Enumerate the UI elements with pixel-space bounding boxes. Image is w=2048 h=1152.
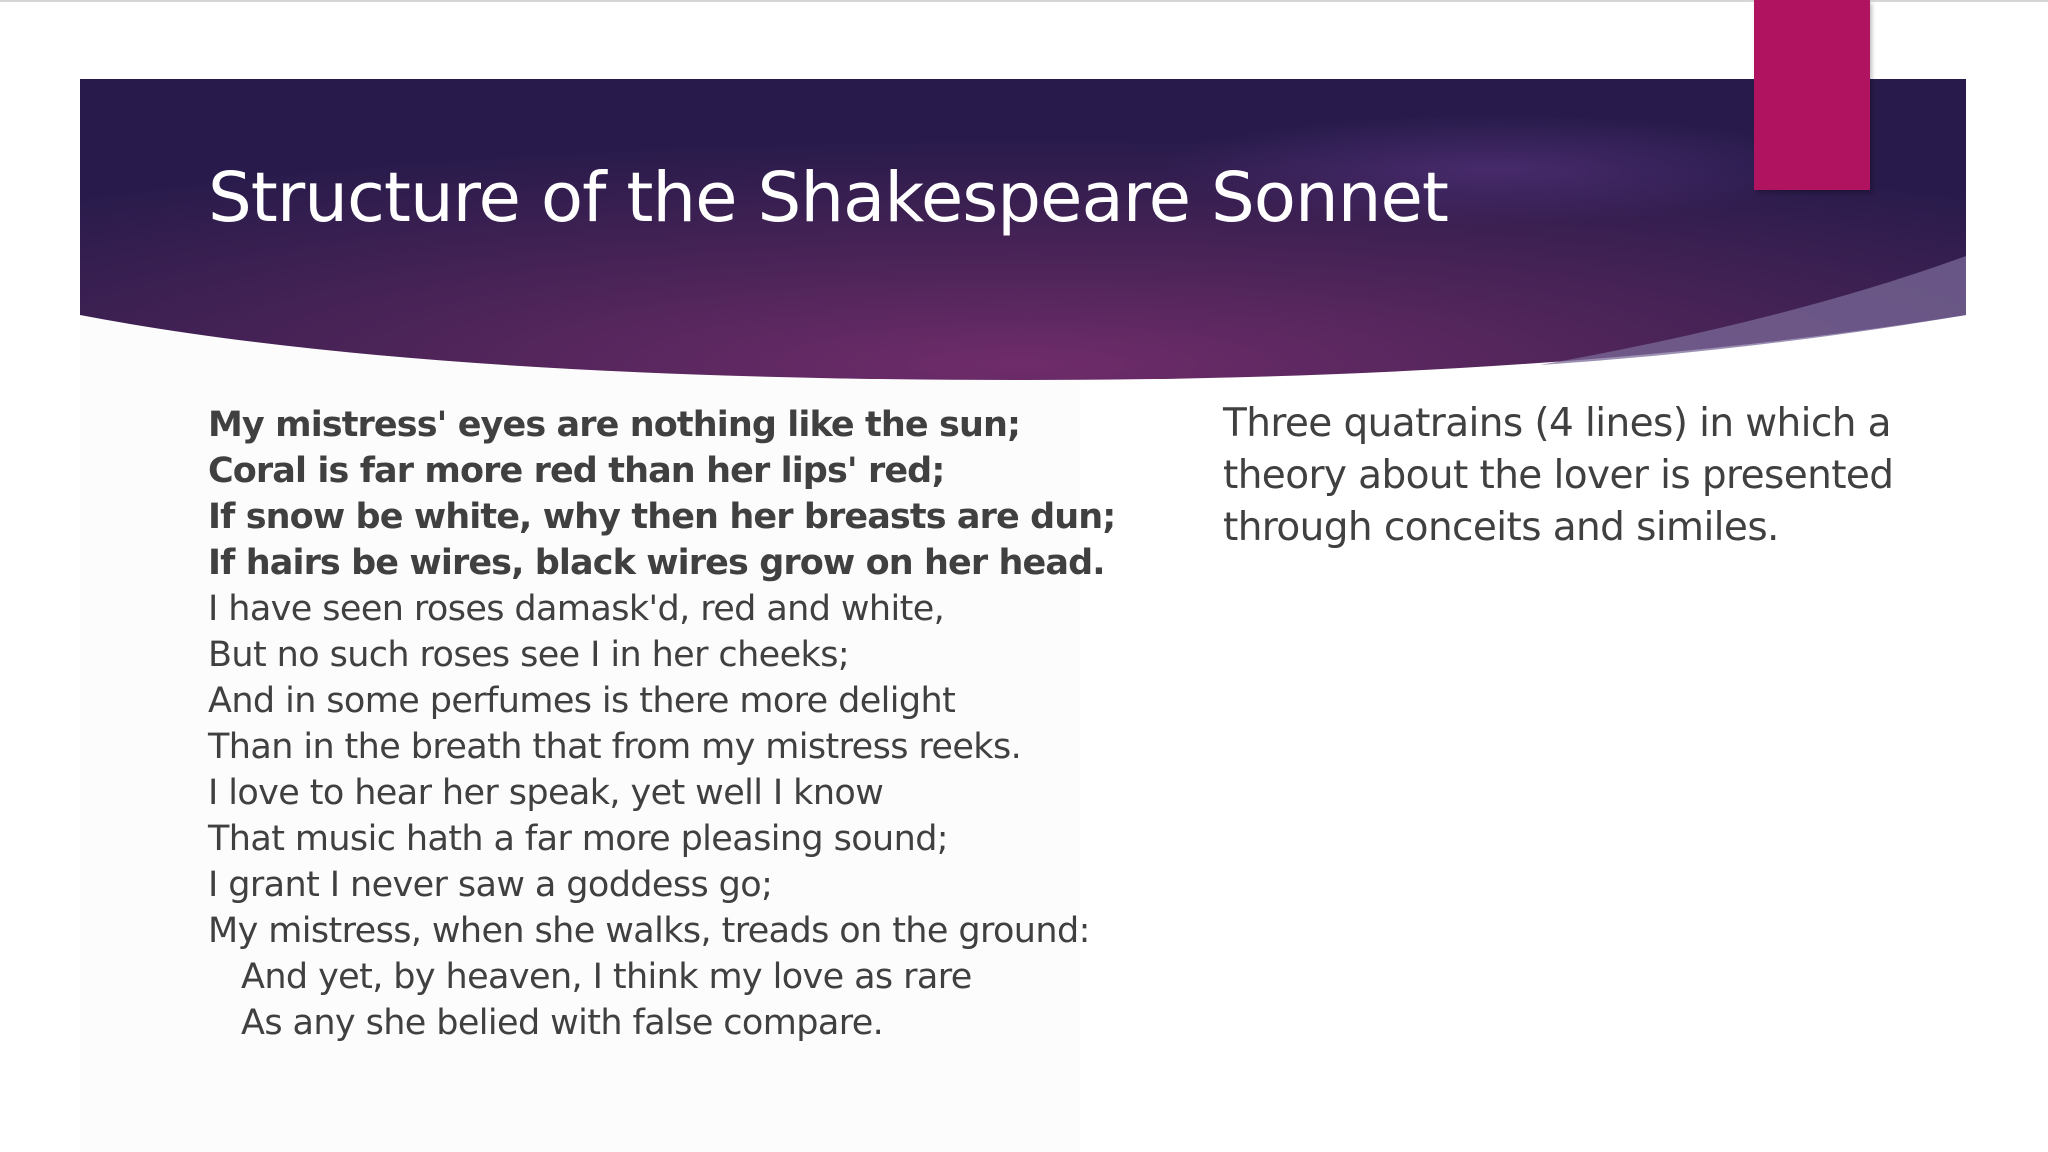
sonnet-line: As any she belied with false compare.	[241, 1003, 884, 1043]
sonnet-line: And in some perfumes is there more delight	[208, 681, 956, 721]
sonnet-line: If hairs be wires, black wires grow on her head.	[208, 543, 1105, 583]
sonnet-line: Coral is far more red than her lips' red;	[208, 451, 945, 491]
sonnet-line: That music hath a far more pleasing sound;	[208, 819, 948, 859]
sonnet-line: I love to hear her speak, yet well I know	[208, 773, 884, 813]
sonnet-line: But no such roses see I in her cheeks;	[208, 635, 850, 675]
sonnet-line: My mistress, when she walks, treads on the ground:	[208, 911, 1090, 951]
sonnet-line: And yet, by heaven, I think my love as rare	[241, 957, 972, 997]
sonnet-line: Than in the breath that from my mistress reeks.	[208, 727, 1022, 767]
slide-title: Structure of the Shakespeare Sonnet	[208, 158, 1448, 238]
sonnet-line: I have seen roses damask'd, red and white,	[208, 589, 945, 629]
sonnet-line: I grant I never saw a goddess go;	[208, 865, 773, 905]
sonnet-line: If snow be white, why then her breasts are dun;	[208, 497, 1116, 537]
sonnet-line: My mistress' eyes are nothing like the sun;	[208, 405, 1021, 445]
sonnet-text	[208, 402, 1116, 1046]
accent-tab	[1754, 0, 1870, 190]
structure-note: Three quatrains (4 lines) in which a theory about the lover is presented through conceits and similes.	[1223, 401, 1894, 550]
